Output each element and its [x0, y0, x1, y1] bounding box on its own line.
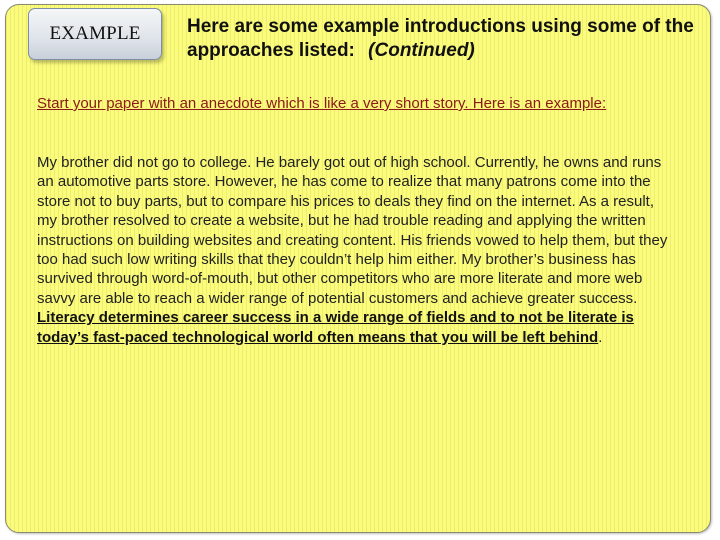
thesis-period: .: [598, 328, 603, 346]
slide-title: [187, 15, 697, 63]
example-badge-label: EXAMPLE: [49, 23, 141, 44]
anecdote-story: My brother did not go to college. He barely got out of high school. Currently, he owns and runs an automotive parts store. However, he has come to realize that many patrons come into the store not to buy parts, but to compare his prices to deals they find on the internet. As a result, my brother resolved to create a website, but he had trouble reading and applying the written instructions on building websites and creating content. His friends vowed to help them, but they too had such low writing skills that they couldn’t help him either. My brother’s business has survived through word-of-mouth, but other competitors who are more literate and more web savvy are able to reach a wider range of potential customers and achieve greater success.: [37, 154, 668, 307]
anecdote-paragraph: [37, 153, 677, 347]
slide-title-continued: (Continued): [368, 40, 475, 61]
example-badge: [28, 8, 162, 60]
lead-instruction: Start your paper with an anecdote which is like a very short story. Here is an example:: [37, 95, 607, 112]
slide-title-main: Here are some example introductions using some of the approaches listed:: [187, 16, 694, 61]
thesis-statement: Literacy determines career success in a wide range of fields and to not be literate is today’s fast-paced technological world often means that you will be left behind: [37, 309, 634, 346]
